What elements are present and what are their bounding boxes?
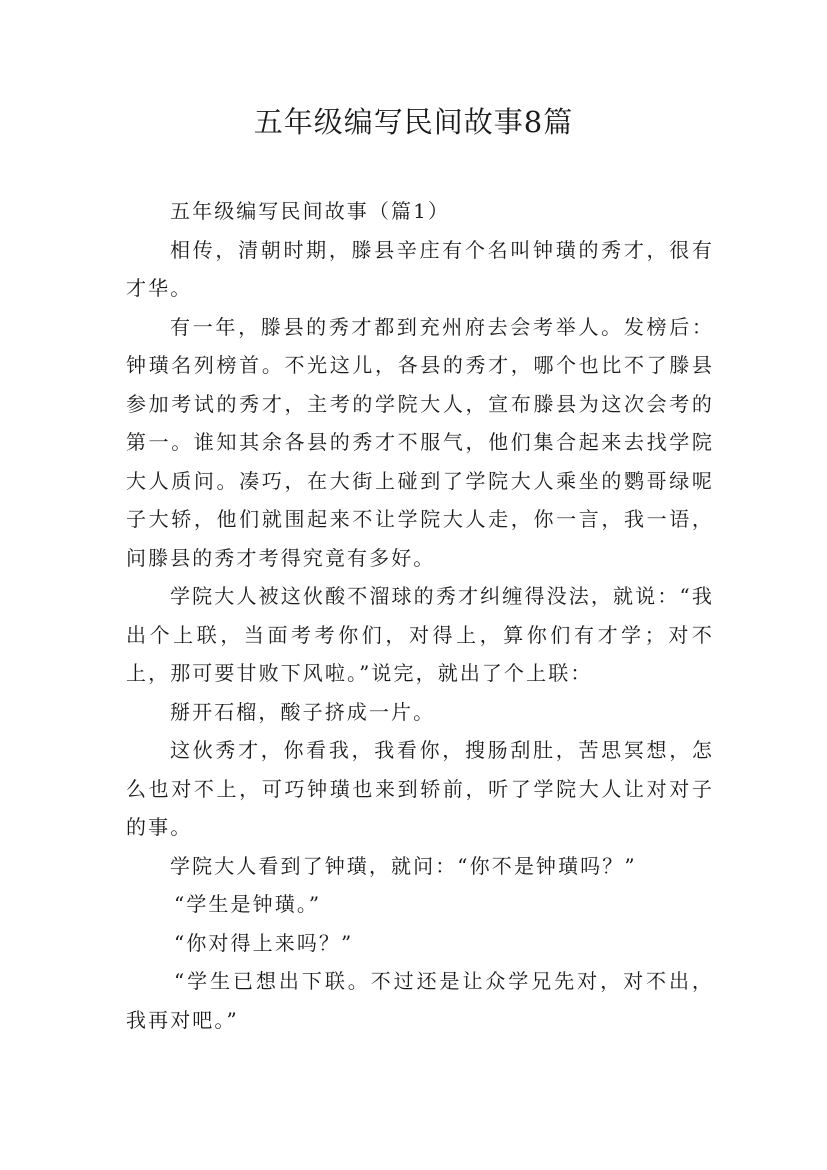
paragraph: 学院大人看到了钟璜，就问：“你不是钟璜吗？” (170, 853, 637, 878)
paragraph: 有一年，滕县的秀才都到充州府去会考举人。发榜后：钟璜名列榜首。不光这儿，各县的秀才，哪个也比不了滕县参加考试的秀才，主考的学院大人，宣布滕县为这次会考的第一。谁知其余各县的秀才不服气，他们集合起来去找学院大人质问。凑巧，在大街上碰到了学院大人乘坐的鹦哥绿呢子大轿，他们就围起来不让学院大人走，你一言，我一语，问滕县的秀才考得究竟有多好。 (126, 314, 714, 570)
dialogue-line: “学生是钟璜。” (174, 892, 322, 916)
dialogue-line: “你对得上来吗？” (174, 930, 354, 955)
paragraph: 相传，清朝时期，滕县辛庄有个名叫钟璜的秀才，很有才华。 (126, 237, 714, 300)
paragraph: 这伙秀才，你看我，我看你，搜肠刮肚，苦思冥想，怎么也对不上，可巧钟璜也来到轿前，听了学院大人让对对子的事。 (126, 738, 714, 839)
paragraph: 学院大人被这伙酸不溜球的秀才纠缠得没法，就说：“我出个上联，当面考考你们，对得上，算你们有才学；对不上，那可要甘败下风啦。”说完，就出了个上联： (126, 584, 714, 685)
section-heading: 五年级编写民间故事（篇1） (170, 199, 451, 223)
document-body (126, 192, 714, 1039)
document-title: 五年级编写民间故事8篇 (253, 105, 574, 139)
dialogue-line: “学生已想出下联。不过还是让众学兄先对，对不出，我再对吧。” (126, 969, 714, 1032)
couplet-line: 掰开石榴，酸子挤成一片。 (170, 699, 436, 724)
